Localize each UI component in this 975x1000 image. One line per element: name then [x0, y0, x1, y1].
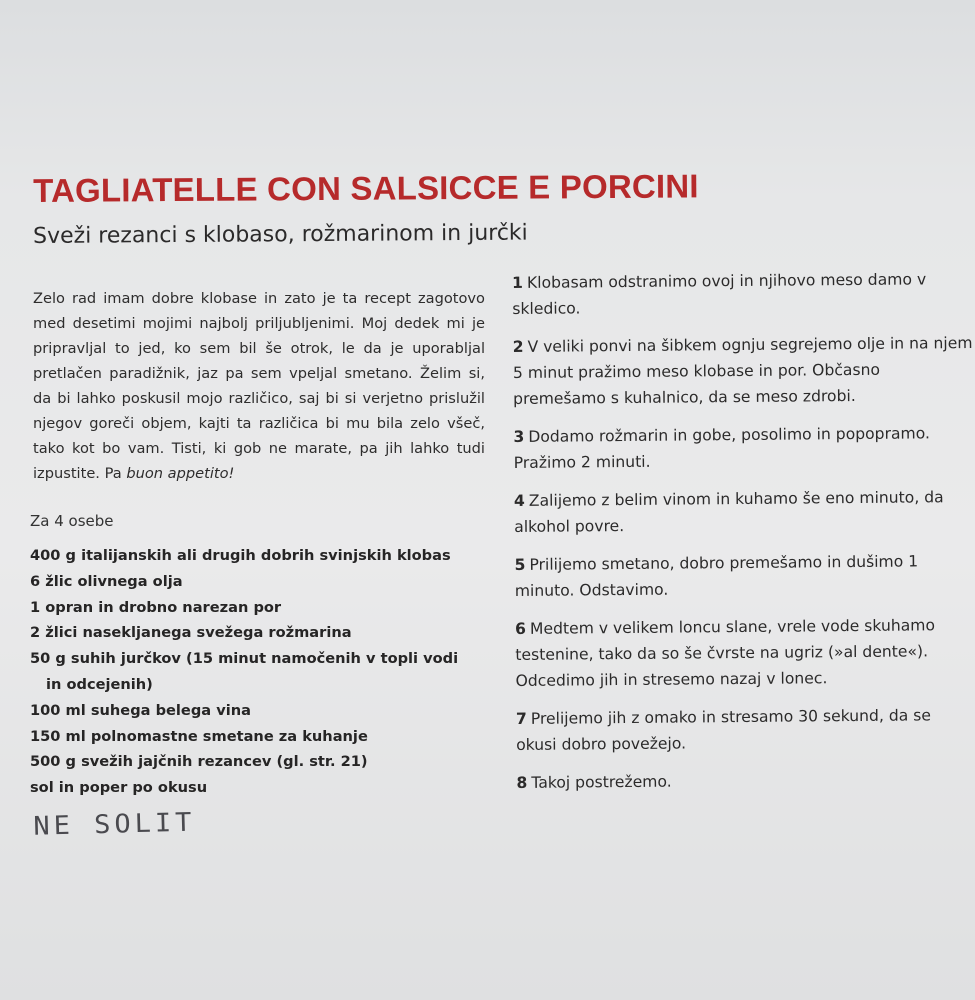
- step-item: [515, 612, 975, 694]
- ingredient-item: sol in poper po okusu: [30, 779, 208, 797]
- step-number: 4: [513, 491, 525, 510]
- step-text: Klobasam odstranimo ovoj in njihovo meso damo v skledico.: [512, 270, 927, 318]
- steps-list: [512, 266, 975, 808]
- step-text: Zalijemo z belim vinom in kuhamo še eno minuto, da alkohol povre.: [514, 488, 944, 536]
- step-item: [512, 266, 972, 322]
- ingredient-item: 100 ml suhega belega vina: [30, 701, 251, 719]
- ingredient-item: 400 g italijanskih ali drugih dobrih svinjskih klobas: [30, 547, 451, 564]
- step-text: Prelijemo jih z omako in stresamo 30 sekund, da se okusi dobro povežejo.: [516, 706, 932, 754]
- ingredients-list: [30, 543, 480, 801]
- intro-italic-text: buon appetito!: [126, 465, 235, 482]
- step-item: [514, 548, 974, 604]
- step-item: [516, 702, 975, 758]
- intro-text: Zelo rad imam dobre klobase in zato je ta recept zagotovo med desetimi mojimi najbolj priljubljenimi. Moj dedek mi je pripravljal to jed, ko sem bil še otrok, le da je uporabljal pretlačen paradižnik, jaz pa sem vpeljal smetano. Želim si, da bi lahko poskusil mojo različico, saj bi si verjetno prislužil njegov goreči objem, kajti ta različica bi mu bila zelo všeč, tako kot bo vam. Tisti, ki gob ne marate, pa jih lahko tudi izpustite. Pa: [33, 290, 485, 482]
- recipe-title: TAGLIATELLE CON SALSICCE E PORCINI: [33, 167, 699, 209]
- ingredient-item: 1 opran in drobno narezan por: [30, 598, 282, 616]
- handwritten-note: NE SOLIT: [33, 807, 196, 842]
- step-number: 3: [513, 427, 525, 446]
- ingredient-item: 50 g suhih jurčkov (15 minut namočenih v topli vodi in odcejenih): [30, 650, 459, 693]
- step-text: Takoj postrežemo.: [531, 772, 672, 792]
- step-number: 5: [514, 555, 526, 574]
- ingredient-item: 150 ml polnomastne smetane za kuhanje: [30, 727, 368, 745]
- ingredient-item: 2 žlici nasekljanega svežega rožmarina: [30, 624, 352, 642]
- step-item: [514, 484, 974, 540]
- step-number: 6: [515, 619, 527, 638]
- step-item: [513, 420, 973, 476]
- step-number: 2: [512, 337, 524, 356]
- servings-label: Za 4 osebe: [30, 512, 114, 530]
- ingredient-item: 500 g svežih jajčnih rezancev (gl. str. 21): [30, 753, 368, 771]
- step-number: 8: [516, 773, 528, 792]
- step-text: Medtem v velikem loncu slane, vrele vode skuhamo testenine, tako da so še čvrste na ugriz (»al dente«). Odcedimo jih in stresemo nazaj v lonec.: [515, 616, 936, 690]
- step-item: [516, 766, 975, 796]
- step-text: Dodamo rožmarin in gobe, posolimo in popopramo. Pražimo 2 minuti.: [513, 424, 931, 472]
- step-item: [513, 330, 974, 412]
- recipe-subtitle: Sveži rezanci s klobaso, rožmarinom in jurčki: [33, 220, 528, 249]
- step-number: 7: [515, 709, 527, 728]
- step-number: 1: [512, 273, 524, 292]
- recipe-intro: [33, 286, 485, 486]
- ingredient-item: 6 žlic olivnega olja: [30, 572, 183, 590]
- step-text: V veliki ponvi na šibkem ognju segrejemo olje in na njem 5 minut pražimo meso klobase in por. Občasno premešamo s kuhalnico, da se meso zdrobi.: [512, 333, 973, 408]
- step-text: Prilijemo smetano, dobro premešamo in dušimo 1 minuto. Odstavimo.: [514, 552, 919, 600]
